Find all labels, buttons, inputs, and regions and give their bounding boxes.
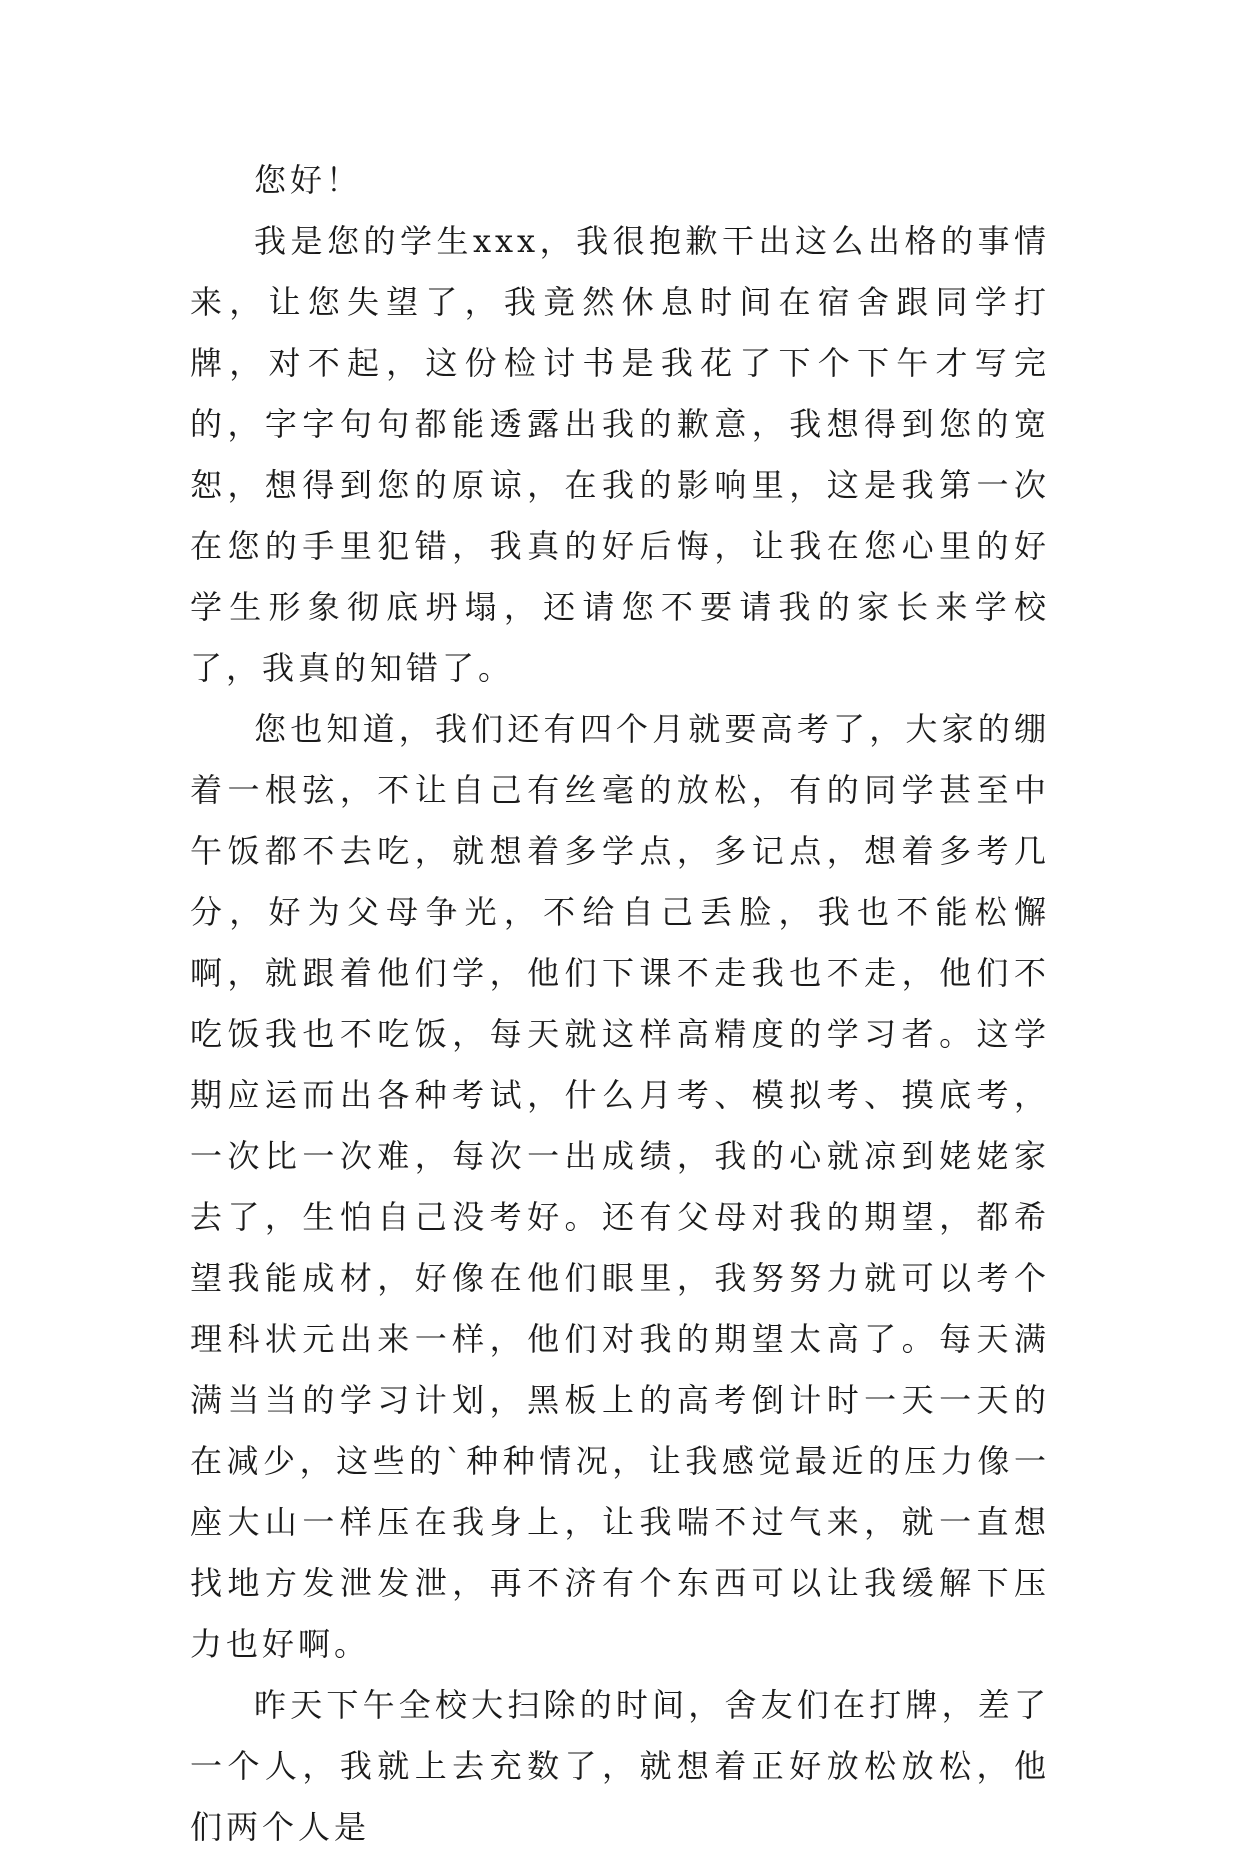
letter-body: [190, 150, 1050, 1858]
paragraph-pressure: 您也知道，我们还有四个月就要高考了，大家的绷着一根弦，不让自己有丝毫的放松，有的同学甚至中午饭都不去吃，就想着多学点，多记点，想着多考几分，好为父母争光，不给自己丢脸，我也不能松懈啊，就跟着他们学，他们下课不走我也不走，他们不吃饭我也不吃饭，每天就这样高精度的学习者。这学期应运而出各种考试，什么月考、模拟考、摸底考，一次比一次难，每次一出成绩，我的心就凉到姥姥家去了，生怕自己没考好。还有父母对我的期望，都希望我能成材，好像在他们眼里，我努努力就可以考个理科状元出来一样，他们对我的期望太高了。每天满满当当的学习计划，黑板上的高考倒计时一天一天的在减少，这些的`种种情况，让我感觉最近的压力像一座大山一样压在我身上，让我喘不过气来，就一直想找地方发泄发泄，再不济有个东西可以让我缓解下压力也好啊。: [190, 710, 1050, 1663]
paragraph-incident: 昨天下午全校大扫除的时间，舍友们在打牌，差了一个人，我就上去充数了，就想着正好放松放松，他们两个人是: [190, 1686, 1050, 1846]
paragraph-apology: 我是您的学生xxx，我很抱歉干出这么出格的事情来，让您失望了，我竟然休息时间在宿舍跟同学打牌，对不起，这份检讨书是我花了下个下午才写完的，字字句句都能透露出我的歉意，我想得到您的宽恕，想得到您的原谅，在我的影响里，这是我第一次在您的手里犯错，我真的好后悔，让我在您心里的好学生形象彻底坍塌，还请您不要请我的家长来学校了，我真的知错了。: [190, 222, 1050, 687]
greeting: 您好！: [254, 161, 363, 199]
